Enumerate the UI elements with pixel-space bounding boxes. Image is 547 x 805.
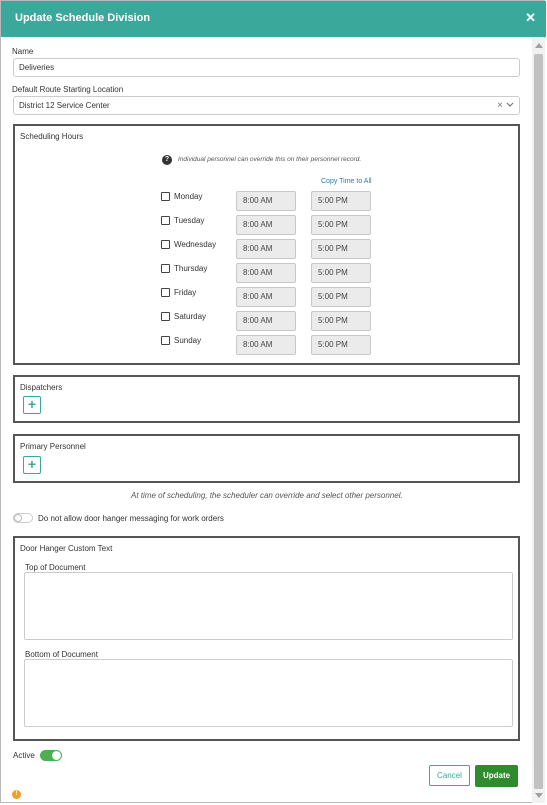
scheduling-hours-box: [13, 124, 520, 365]
dialog-title: Update Schedule Division: [15, 12, 151, 24]
scroll-down-arrow-icon[interactable]: [535, 793, 543, 798]
end-time-monday[interactable]: 5:00 PM: [311, 191, 371, 211]
scrollbar[interactable]: [532, 38, 545, 803]
day-saturday[interactable]: [161, 312, 206, 321]
question-icon: ?: [162, 155, 172, 165]
start-time-saturday[interactable]: 8:00 AM: [236, 311, 296, 331]
top-of-document-textarea[interactable]: [24, 572, 513, 640]
start-time-monday[interactable]: 8:00 AM: [236, 191, 296, 211]
day-label: Wednesday: [174, 240, 217, 249]
add-dispatcher-button[interactable]: +: [23, 396, 41, 414]
primary-personnel-box: [13, 434, 520, 483]
bottom-of-document-label: Bottom of Document: [25, 650, 98, 659]
add-primary-personnel-button[interactable]: +: [23, 456, 41, 474]
day-label: Saturday: [174, 312, 207, 321]
checkbox-thursday[interactable]: [161, 264, 170, 273]
day-friday[interactable]: [161, 288, 196, 297]
primary-personnel-title: Primary Personnel: [20, 442, 86, 451]
start-time-thursday[interactable]: 8:00 AM: [236, 263, 296, 283]
dispatchers-box: [13, 375, 520, 423]
end-time-sunday[interactable]: 5:00 PM: [311, 335, 371, 355]
name-label: Name: [12, 47, 34, 56]
scheduling-info-text: Individual personnel can override this on their personnel record.: [178, 156, 362, 163]
day-label: Thursday: [174, 264, 208, 273]
door-hanger-toggle[interactable]: [13, 513, 33, 523]
day-tuesday[interactable]: [161, 216, 204, 225]
end-time-tuesday[interactable]: 5:00 PM: [311, 215, 371, 235]
day-sunday[interactable]: [161, 336, 201, 345]
end-time-friday[interactable]: 5:00 PM: [311, 287, 371, 307]
end-time-wednesday[interactable]: 5:00 PM: [311, 239, 371, 259]
clear-icon[interactable]: ×: [497, 100, 503, 111]
checkbox-sunday[interactable]: [161, 336, 170, 345]
end-time-saturday[interactable]: 5:00 PM: [311, 311, 371, 331]
top-of-document-label: Top of Document: [25, 563, 86, 572]
warning-icon: !: [12, 790, 21, 799]
checkbox-monday[interactable]: [161, 192, 170, 201]
start-time-tuesday[interactable]: 8:00 AM: [236, 215, 296, 235]
route-label: Default Route Starting Location: [12, 85, 124, 94]
route-select-value: District 12 Service Center: [19, 101, 110, 110]
scheduling-hours-title: Scheduling Hours: [20, 132, 84, 141]
door-hanger-toggle-label: Do not allow door hanger messaging for work orders: [38, 514, 224, 523]
bottom-of-document-textarea[interactable]: [24, 659, 513, 727]
name-input[interactable]: Deliveries: [13, 58, 520, 77]
route-select[interactable]: [13, 96, 520, 115]
toggle-knob: [52, 751, 61, 760]
scrollbar-thumb[interactable]: [534, 54, 543, 789]
start-time-friday[interactable]: 8:00 AM: [236, 287, 296, 307]
day-wednesday[interactable]: [161, 240, 216, 249]
checkbox-wednesday[interactable]: [161, 240, 170, 249]
day-label: Tuesday: [174, 216, 205, 225]
day-label: Monday: [174, 192, 203, 201]
end-time-thursday[interactable]: 5:00 PM: [311, 263, 371, 283]
checkbox-tuesday[interactable]: [161, 216, 170, 225]
active-label: Active: [13, 751, 35, 760]
checkbox-saturday[interactable]: [161, 312, 170, 321]
close-icon[interactable]: ✕: [525, 10, 536, 25]
door-hanger-text-title: Door Hanger Custom Text: [20, 544, 113, 553]
chevron-down-icon[interactable]: [506, 97, 514, 120]
day-monday[interactable]: [161, 192, 202, 201]
toggle-knob: [14, 514, 22, 522]
cancel-button[interactable]: Cancel: [429, 765, 470, 786]
override-note: At time of scheduling, the scheduler can override and select other personnel.: [131, 491, 403, 500]
dispatchers-title: Dispatchers: [20, 383, 63, 392]
update-button[interactable]: Update: [475, 765, 518, 787]
checkbox-friday[interactable]: [161, 288, 170, 297]
scroll-up-arrow-icon[interactable]: [535, 43, 543, 48]
day-label: Sunday: [174, 336, 202, 345]
dialog-header: [1, 1, 546, 37]
active-toggle[interactable]: [40, 750, 62, 761]
start-time-wednesday[interactable]: 8:00 AM: [236, 239, 296, 259]
copy-time-to-all-link[interactable]: Copy Time to All: [321, 178, 372, 185]
day-thursday[interactable]: [161, 264, 207, 273]
day-label: Friday: [174, 288, 197, 297]
start-time-sunday[interactable]: 8:00 AM: [236, 335, 296, 355]
door-hanger-text-box: [13, 536, 520, 741]
